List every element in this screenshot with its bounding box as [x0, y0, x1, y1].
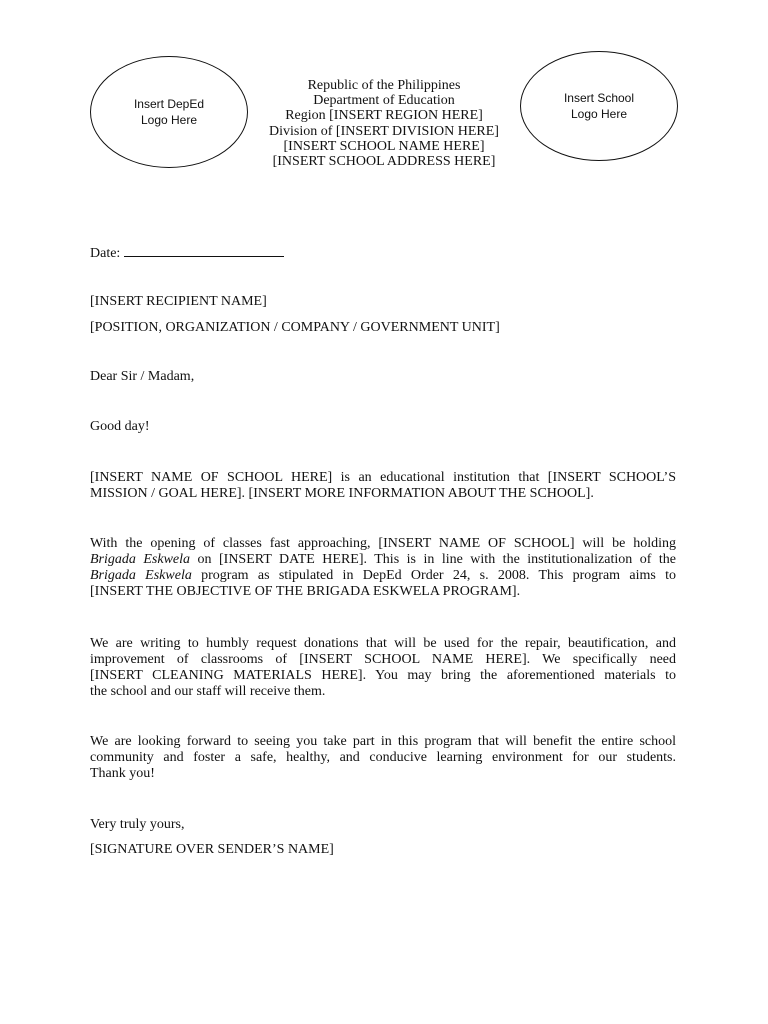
- paragraph-line: [90, 552, 676, 568]
- paragraph-closing-remarks: [90, 734, 676, 782]
- paragraph-line: We are writing to humbly request donations that will be used for the repair, beautification, and: [90, 636, 676, 651]
- recipient-position: [POSITION, ORGANIZATION / COMPANY / GOVERNMENT UNIT]: [90, 320, 500, 335]
- signature-line: [SIGNATURE OVER SENDER’S NAME]: [90, 842, 334, 857]
- paragraph-text: on [INSERT DATE HERE]. This is in line with the institutionalization of the: [190, 552, 676, 567]
- greeting: Good day!: [90, 419, 150, 434]
- paragraph-line: We are looking forward to seeing you take part in this program that will benefit the entire school: [90, 734, 676, 749]
- letterhead-region: Region [INSERT REGION HERE]: [285, 108, 483, 124]
- letterhead-school-name: [INSERT SCHOOL NAME HERE]: [283, 138, 485, 154]
- school-logo-text-line1: Insert School: [563, 91, 635, 105]
- recipient-name: [INSERT RECIPIENT NAME]: [90, 294, 267, 309]
- brigada-eskwela-italic: Brigada Eskwela: [90, 568, 192, 583]
- paragraph-line: MISSION / GOAL HERE]. [INSERT MORE INFORMATION ABOUT THE SCHOOL].: [90, 486, 594, 501]
- date-blank-field: [124, 244, 284, 257]
- paragraph-line: improvement of classrooms of [INSERT SCHOOL NAME HERE]. We specifically need: [90, 652, 676, 667]
- letterhead-republic: Republic of the Philippines: [307, 78, 461, 93]
- letterhead-department: Department of Education: [313, 93, 455, 109]
- letterhead-division: Division of [INSERT DIVISION HERE]: [269, 123, 499, 139]
- paragraph-donation-request: [90, 636, 676, 700]
- paragraph-brigada-eskwela: [90, 536, 676, 600]
- brigada-eskwela-italic: Brigada Eskwela: [90, 552, 191, 567]
- paragraph-line: [INSERT CLEANING MATERIALS HERE]. You may bring the aforementioned materials to: [90, 668, 676, 683]
- school-logo-text-line2: Logo Here: [570, 107, 628, 121]
- paragraph-line: Thank you!: [90, 766, 155, 781]
- deped-logo-placeholder: [90, 56, 248, 168]
- closing: Very truly yours,: [90, 817, 185, 832]
- paragraph-line: [INSERT NAME OF SCHOOL HERE] is an educational institution that [INSERT SCHOOL’S: [90, 470, 676, 485]
- paragraph-line: community and foster a safe, healthy, and conducive learning environment for our students.: [90, 750, 676, 765]
- paragraph-line: [90, 568, 676, 584]
- date-label: Date:: [90, 246, 121, 261]
- date-line: [90, 244, 284, 262]
- paragraph-school-intro: [90, 470, 676, 502]
- paragraph-line: [INSERT THE OBJECTIVE OF THE BRIGADA ESKWELA PROGRAM].: [90, 584, 521, 599]
- deped-logo-text-line1: Insert DepEd: [133, 97, 205, 111]
- deped-logo-text-line2: Logo Here: [140, 113, 198, 127]
- letterhead-school-address: [INSERT SCHOOL ADDRESS HERE]: [272, 154, 496, 170]
- paragraph-line: With the opening of classes fast approaching, [INSERT NAME OF SCHOOL] will be holding: [90, 536, 676, 551]
- salutation: Dear Sir / Madam,: [90, 369, 195, 384]
- letterhead: [248, 78, 520, 169]
- paragraph-text: program as stipulated in DepEd Order 24, s. 2008. This program aims to: [191, 568, 676, 583]
- school-logo-placeholder: [520, 51, 678, 161]
- paragraph-line: the school and our staff will receive them.: [90, 684, 326, 699]
